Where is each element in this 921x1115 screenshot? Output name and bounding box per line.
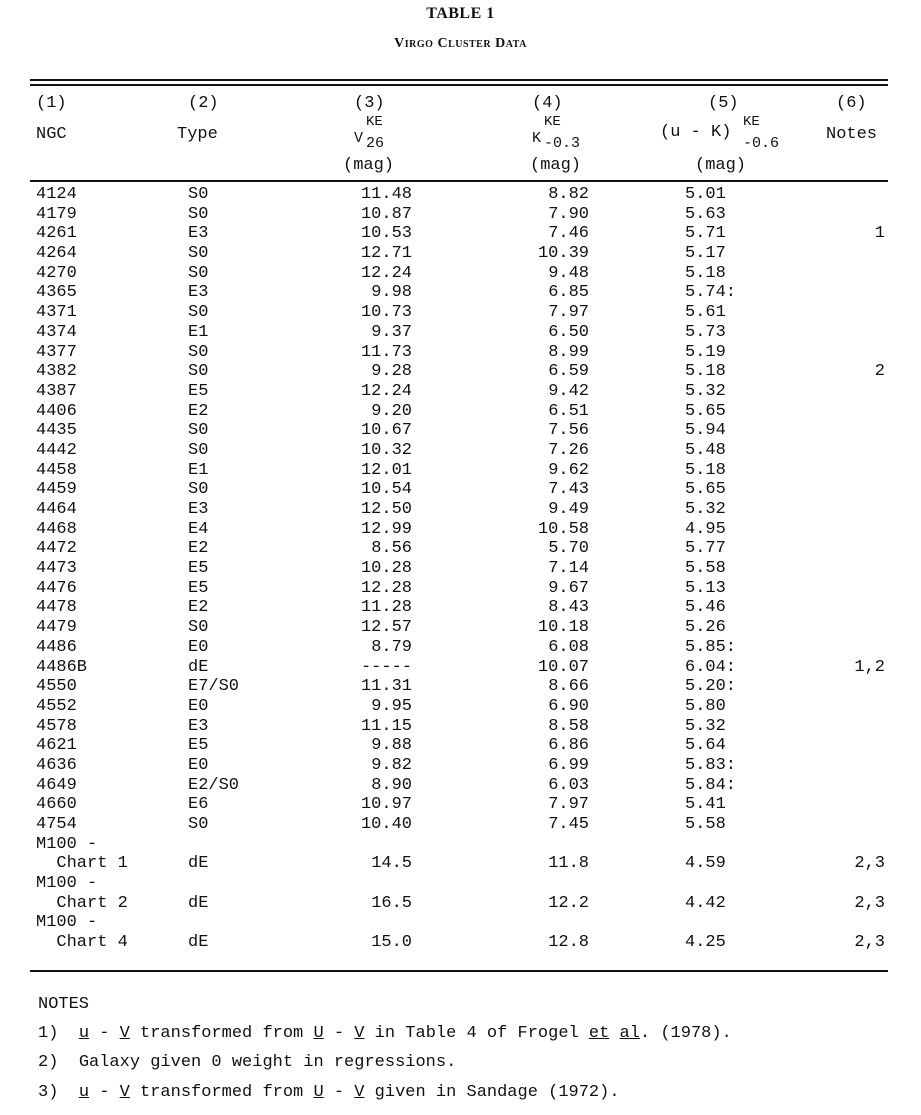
k-cell: 6.08 [548,637,589,657]
table-row [0,894,921,914]
note-3-dash2: - [323,1083,355,1102]
col6-label: Notes [826,125,878,144]
table-row [0,402,921,422]
type-cell: E7/S0 [188,677,240,697]
table-row [0,736,921,756]
u-minus-k-cell: 5.58 [685,815,726,834]
ngc-cell: 4636 [36,755,77,775]
note-1-et: et [588,1024,610,1043]
note-1 [38,1024,732,1043]
k-cell: 7.56 [548,421,589,441]
type-cell: S0 [188,618,209,638]
ngc-cell: 4382 [36,362,77,382]
v26-cell: ----- [360,657,412,677]
u-minus-k-cell: 4.95 [685,519,726,539]
table-title: TABLE 1 [426,5,495,22]
u-minus-k-cell: 5.18 [685,263,726,283]
k-cell: 9.48 [548,263,589,283]
k-cell: 10.39 [537,244,589,264]
type-cell: E2 [188,539,209,559]
note-3-u: u [78,1083,90,1102]
header-rule [30,180,888,182]
u-minus-k-cell: 5.26 [685,618,726,638]
v26-cell: 10.53 [360,224,412,244]
notes-cell: 2,3 [854,854,885,874]
bottom-rule [30,970,888,972]
col5-sub: -0.6 [743,135,780,152]
table-row [0,421,921,441]
note-2 [38,1053,456,1072]
k-cell: 6.99 [548,755,589,775]
ngc-cell: 4754 [36,815,77,834]
ngc-cell: 4468 [36,519,77,539]
table-row [0,264,921,284]
u-minus-k-cell: 5.19 [685,342,726,362]
type-cell: E4 [188,519,209,539]
v26-cell: 11.28 [360,598,412,618]
notes-cell: 2,3 [854,933,885,953]
k-cell: 7.43 [548,480,589,500]
table-row [0,913,921,933]
type-cell: dE [188,893,209,913]
u-minus-k-cell: 4.25 [685,933,726,953]
ngc-cell: 4660 [36,795,77,815]
table-row [0,382,921,402]
table-header [0,94,921,184]
table-row [0,933,921,953]
u-minus-k-cell: 5.17 [685,244,726,264]
col2-label: Type [177,125,218,144]
u-minus-k-cell: 5.13 [685,578,726,598]
ngc-cell: 4387 [36,381,77,401]
ngc-cell: 4473 [36,559,77,579]
v26-cell: 12.99 [360,519,412,539]
col5-base: (u - K) [660,123,732,142]
v26-cell: 11.73 [360,342,412,362]
note-1-rest1: in Table 4 of Frogel [364,1024,589,1043]
k-cell: 7.45 [548,815,589,834]
ngc-cell: 4442 [36,440,77,460]
notes-cell: 1,2 [854,657,885,677]
v26-cell: 12.24 [360,381,412,401]
type-cell: S0 [188,421,209,441]
col3-base: V [354,130,364,147]
u-minus-k-cell: 5.48 [685,440,726,460]
ngc-cell: 4550 [36,677,77,697]
type-cell: dE [188,657,209,677]
ngc-cell: 4365 [36,283,77,303]
ngc-cell: 4479 [36,618,77,638]
u-minus-k-cell: 5.18 [685,460,726,480]
k-cell: 9.67 [548,578,589,598]
type-cell: dE [188,933,209,953]
type-cell: S0 [188,204,209,224]
k-cell: 6.59 [548,362,589,382]
k-cell: 9.42 [548,381,589,401]
v26-cell: 11.48 [360,185,412,204]
ngc-cell: 4406 [36,401,77,421]
k-cell: 6.90 [548,696,589,716]
table-row [0,854,921,874]
table-subtitle: Virgo Cluster Data [394,36,527,51]
note-3-V: V [354,1083,365,1102]
k-cell: 6.85 [548,283,589,303]
ngc-cell: 4374 [36,322,77,342]
v26-cell: 12.57 [360,618,412,638]
ngc-cell: Chart 2 [36,893,128,913]
note-1-rest2: . (1978). [639,1024,732,1043]
k-cell: 11.8 [548,854,589,874]
k-cell: 8.82 [548,185,589,204]
col4-unit: (mag) [530,156,582,175]
v26-cell: 10.67 [360,421,412,441]
table-row [0,874,921,894]
table-row [0,461,921,481]
type-cell: E0 [188,755,209,775]
table-row [0,835,921,855]
k-cell: 8.58 [548,716,589,736]
table-row [0,441,921,461]
ngc-cell: 4124 [36,185,77,204]
v26-cell: 9.95 [371,696,412,716]
k-cell: 12.8 [548,933,589,953]
table-row [0,776,921,796]
type-cell: S0 [188,185,209,204]
note-1-al: al [619,1024,640,1043]
note-1-mid: transformed from [129,1024,314,1043]
type-cell: E3 [188,716,209,736]
u-minus-k-cell: 5.64 [685,736,726,756]
ngc-cell: 4476 [36,578,77,598]
ngc-cell: M100 - [36,834,98,854]
v26-cell: 16.5 [371,893,412,913]
type-cell: E2/S0 [188,775,240,795]
type-cell: E5 [188,381,209,401]
note-1-dash: - [89,1024,120,1043]
type-cell: S0 [188,244,209,264]
type-cell: E5 [188,736,209,756]
v26-cell: 8.79 [371,637,412,657]
v26-cell: 15.0 [371,933,412,953]
u-minus-k-cell: 5.80 [685,696,726,716]
col4-sup: KE [544,114,561,130]
type-cell: E6 [188,795,209,815]
col3-number: (3) [354,94,385,113]
col1-label: NGC [36,125,67,144]
type-cell: E1 [188,322,209,342]
u-minus-k-cell: 5.63 [685,204,726,224]
note-1-dash2: - [323,1024,355,1043]
v26-cell: 10.73 [360,303,412,323]
u-minus-k-cell: 5.01 [685,185,726,204]
v26-cell: 12.28 [360,578,412,598]
k-cell: 8.99 [548,342,589,362]
ngc-cell: 4486B [36,657,88,677]
note-1-number: 1) [38,1024,59,1043]
v26-cell: 9.28 [371,362,412,382]
col5-unit: (mag) [695,156,747,175]
type-cell: E1 [188,460,209,480]
v26-cell: 10.97 [360,795,412,815]
u-minus-k-cell: 5.32 [685,381,726,401]
note-3-dash: - [89,1083,120,1102]
type-cell: S0 [188,263,209,283]
u-minus-k-cell: 5.73 [685,322,726,342]
col5-sup: KE [743,114,760,130]
table-row [0,717,921,737]
k-cell: 8.43 [548,598,589,618]
u-minus-k-cell: 6.04: [685,657,737,677]
ngc-cell: 4621 [36,736,77,756]
table-row [0,618,921,638]
u-minus-k-cell: 5.94 [685,421,726,441]
u-minus-k-cell: 5.71 [685,224,726,244]
u-minus-k-cell: 5.85: [685,637,737,657]
type-cell: E2 [188,598,209,618]
v26-cell: 9.88 [371,736,412,756]
ngc-cell: 4377 [36,342,77,362]
k-cell: 6.86 [548,736,589,756]
k-cell: 7.14 [548,559,589,579]
ngc-cell: 4459 [36,480,77,500]
v26-cell: 8.90 [371,775,412,795]
k-cell: 7.97 [548,303,589,323]
note-3-rest: given in Sandage (1972). [364,1083,620,1102]
table-row [0,323,921,343]
k-cell: 6.03 [548,775,589,795]
ngc-cell: Chart 4 [36,933,128,953]
ngc-cell: 4435 [36,421,77,441]
ngc-cell: 4578 [36,716,77,736]
k-cell: 7.97 [548,795,589,815]
k-cell: 12.2 [548,893,589,913]
u-minus-k-cell: 5.65 [685,401,726,421]
v26-cell: 12.50 [360,500,412,519]
col4-base: K [532,130,542,147]
ngc-cell: 4464 [36,500,77,519]
col2-number: (2) [188,94,219,113]
type-cell: E3 [188,224,209,244]
u-minus-k-cell: 5.41 [685,795,726,815]
note-3-number: 3) [38,1083,59,1102]
table-body [0,185,921,953]
v26-cell: 10.28 [360,559,412,579]
table-row [0,638,921,658]
ngc-cell: 4472 [36,539,77,559]
note-1-u: u [78,1024,90,1043]
type-cell: E3 [188,283,209,303]
v26-cell: 14.5 [371,854,412,874]
v26-cell: 10.40 [360,815,412,834]
type-cell: E5 [188,559,209,579]
table-row [0,303,921,323]
table-row [0,224,921,244]
k-cell: 7.26 [548,440,589,460]
v26-cell: 8.56 [371,539,412,559]
k-cell: 10.18 [537,618,589,638]
table-row [0,815,921,835]
note-1-v: V [119,1024,130,1043]
note-3-v: V [119,1083,130,1102]
table-row [0,697,921,717]
ngc-cell: 4261 [36,224,77,244]
type-cell: E0 [188,637,209,657]
u-minus-k-cell: 5.32 [685,716,726,736]
table-row [0,598,921,618]
ngc-cell: 4264 [36,244,77,264]
table-row [0,795,921,815]
top-double-rule-upper [30,79,888,81]
k-cell: 9.49 [548,500,589,519]
col4-sub: -0.3 [544,135,581,152]
notes-cell: 1 [874,224,885,244]
note-2-text: Galaxy given 0 weight in regressions. [78,1053,457,1072]
ngc-cell: Chart 1 [36,854,128,874]
type-cell: S0 [188,362,209,382]
k-cell: 6.51 [548,401,589,421]
table-row [0,283,921,303]
u-minus-k-cell: 5.84: [685,775,737,795]
ngc-cell: M100 - [36,874,98,894]
v26-cell: 9.98 [371,283,412,303]
v26-cell: 9.82 [371,755,412,775]
table-row [0,520,921,540]
note-1-V: V [354,1024,365,1043]
k-cell: 8.66 [548,677,589,697]
v26-cell: 12.01 [360,460,412,480]
table-row [0,362,921,382]
u-minus-k-cell: 5.32 [685,500,726,519]
notes-cell: 2,3 [854,893,885,913]
ngc-cell: 4371 [36,303,77,323]
col4-number: (4) [532,94,563,113]
type-cell: S0 [188,303,209,323]
u-minus-k-cell: 5.18 [685,362,726,382]
k-cell: 9.62 [548,460,589,480]
table-row [0,244,921,264]
v26-cell: 12.71 [360,244,412,264]
u-minus-k-cell: 5.74: [685,283,737,303]
ngc-cell: 4478 [36,598,77,618]
top-double-rule-lower [30,84,888,86]
ngc-cell: M100 - [36,913,98,933]
ngc-cell: 4486 [36,637,77,657]
u-minus-k-cell: 5.83: [685,755,737,775]
ngc-cell: 4270 [36,263,77,283]
ngc-cell: 4552 [36,696,77,716]
v26-cell: 10.32 [360,440,412,460]
table-row [0,579,921,599]
v26-cell: 11.15 [360,716,412,736]
u-minus-k-cell: 5.20: [685,677,737,697]
v26-cell: 9.20 [371,401,412,421]
notes-heading: NOTES [38,995,90,1014]
ngc-cell: 4458 [36,460,77,480]
u-minus-k-cell: 4.42 [685,893,726,913]
k-cell: 6.50 [548,322,589,342]
u-minus-k-cell: 5.65 [685,480,726,500]
col3-sub: 26 [366,135,385,152]
table-row [0,756,921,776]
note-3-U: U [313,1083,324,1102]
v26-cell: 12.24 [360,263,412,283]
table-row [0,539,921,559]
ngc-cell: 4649 [36,775,77,795]
u-minus-k-cell: 5.58 [685,559,726,579]
type-cell: E0 [188,696,209,716]
table-row [0,185,921,205]
table-row [0,677,921,697]
type-cell: S0 [188,815,209,834]
table-row [0,658,921,678]
table-row [0,205,921,225]
k-cell: 10.07 [537,657,589,677]
note-1-U: U [313,1024,324,1043]
note-1-space [609,1024,619,1043]
table-row [0,559,921,579]
type-cell: S0 [188,480,209,500]
k-cell: 7.46 [548,224,589,244]
col6-number: (6) [836,94,867,113]
col5-number: (5) [708,94,739,113]
note-3 [38,1083,620,1102]
k-cell: 10.58 [537,519,589,539]
v26-cell: 10.54 [360,480,412,500]
col3-unit: (mag) [343,156,395,175]
type-cell: S0 [188,342,209,362]
table-row [0,343,921,363]
note-2-number: 2) [38,1053,59,1072]
u-minus-k-cell: 5.77 [685,539,726,559]
type-cell: S0 [188,440,209,460]
table-row [0,480,921,500]
type-cell: E2 [188,401,209,421]
u-minus-k-cell: 5.61 [685,303,726,323]
col1-number: (1) [36,94,67,113]
ngc-cell: 4179 [36,204,77,224]
type-cell: E3 [188,500,209,519]
notes-cell: 2 [874,362,885,382]
col3-sup: KE [366,114,383,130]
u-minus-k-cell: 5.46 [685,598,726,618]
v26-cell: 11.31 [360,677,412,697]
k-cell: 5.70 [548,539,589,559]
v26-cell: 10.87 [360,204,412,224]
table-row [0,500,921,520]
k-cell: 7.90 [548,204,589,224]
u-minus-k-cell: 4.59 [685,854,726,874]
type-cell: dE [188,854,209,874]
type-cell: E5 [188,578,209,598]
v26-cell: 9.37 [371,322,412,342]
note-3-mid: transformed from [129,1083,314,1102]
